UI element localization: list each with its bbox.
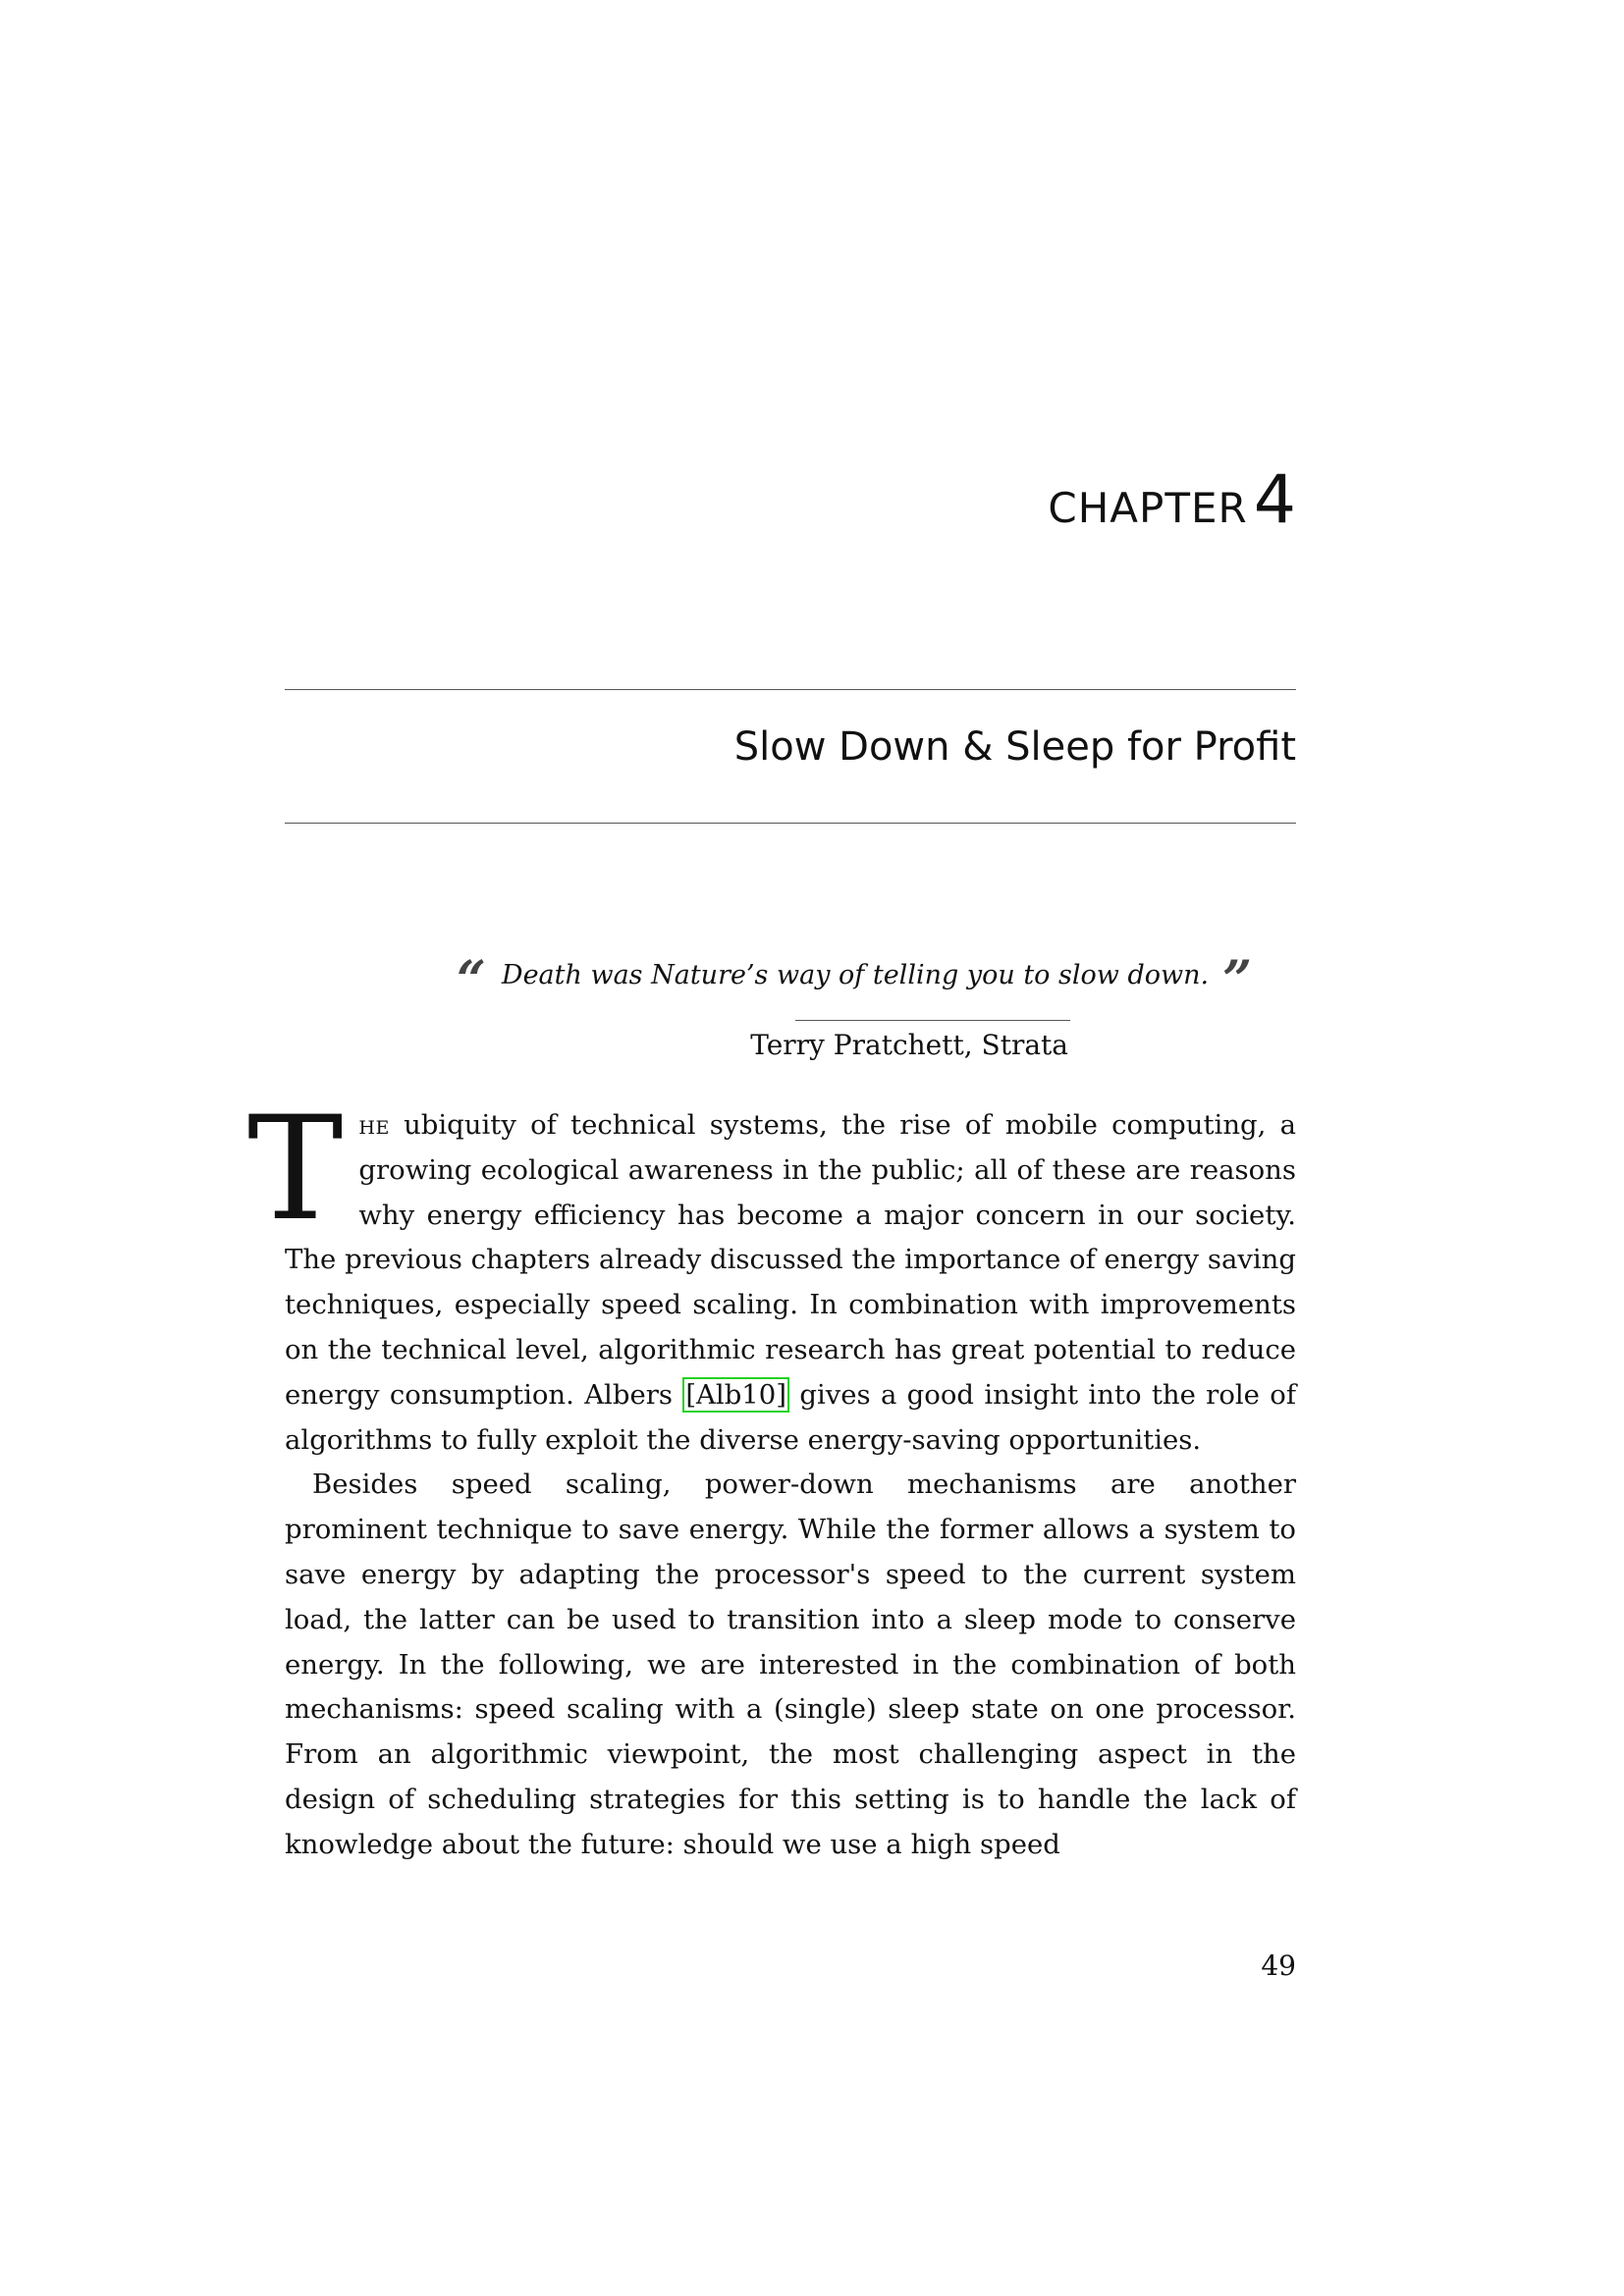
page-number: 49 <box>1261 1949 1296 1982</box>
body-text <box>247 1086 1297 1868</box>
chapter-heading <box>1048 461 1296 539</box>
first-word-smallcaps: he <box>358 1109 390 1141</box>
epigraph-quote-line <box>457 950 1252 1010</box>
chapter-number: 4 <box>1253 461 1296 539</box>
title-rule-bottom <box>285 823 1296 824</box>
paragraph-2: Besides speed scaling, power-down mechanisms are another prominent technique to save energy. While the former allows a system to save energy by adapting the processor's speed to the current system load, the latter can be used to transition into a sleep mode to conserve energy. In the following, we are interested in the combination of both mechanisms: speed scaling with a (single) sleep state on one processor. From an algorithmic viewpoint, the most challenging aspect in the design of scheduling strategies for this setting is to handle the lack of knowledge about the future: should we use a high speed <box>285 1468 1296 1860</box>
epigraph <box>457 950 1252 1061</box>
citation-link[interactable]: [Alb10] <box>682 1377 789 1413</box>
chapter-word: CHAPTER <box>1048 484 1248 532</box>
epigraph-attribution: Terry Pratchett, Strata <box>750 1029 1068 1061</box>
paragraph-1-end: gives a good insight into the role of algorithms to fully exploit the diverse energy-saving opportunities. <box>285 1378 1297 1456</box>
dropcap-letter: T <box>247 1086 344 1253</box>
paragraph-1-start: ubiquity of technical systems, the rise of mobile computing, a growing ecological awareness in the public; all of these are reasons why energy efficiency has become a major concern in our society. The previous chapters already discussed the importance of energy saving techniques, especially speed scaling. In combination with improvements on the technical level, algorithmic research has great potential to reduce energy consumption. Albers <box>285 1109 1296 1411</box>
open-quote-mark: “ <box>457 950 486 1010</box>
title-rule-top <box>285 689 1296 690</box>
paragraph-1 <box>247 1086 1297 1463</box>
epigraph-quote: Death was Nature’s way of telling you to slow down. <box>501 960 1210 990</box>
chapter-title: Slow Down & Sleep for Profit <box>733 724 1296 770</box>
epigraph-rule <box>795 1020 1070 1021</box>
close-quote-mark: ” <box>1222 950 1252 1010</box>
